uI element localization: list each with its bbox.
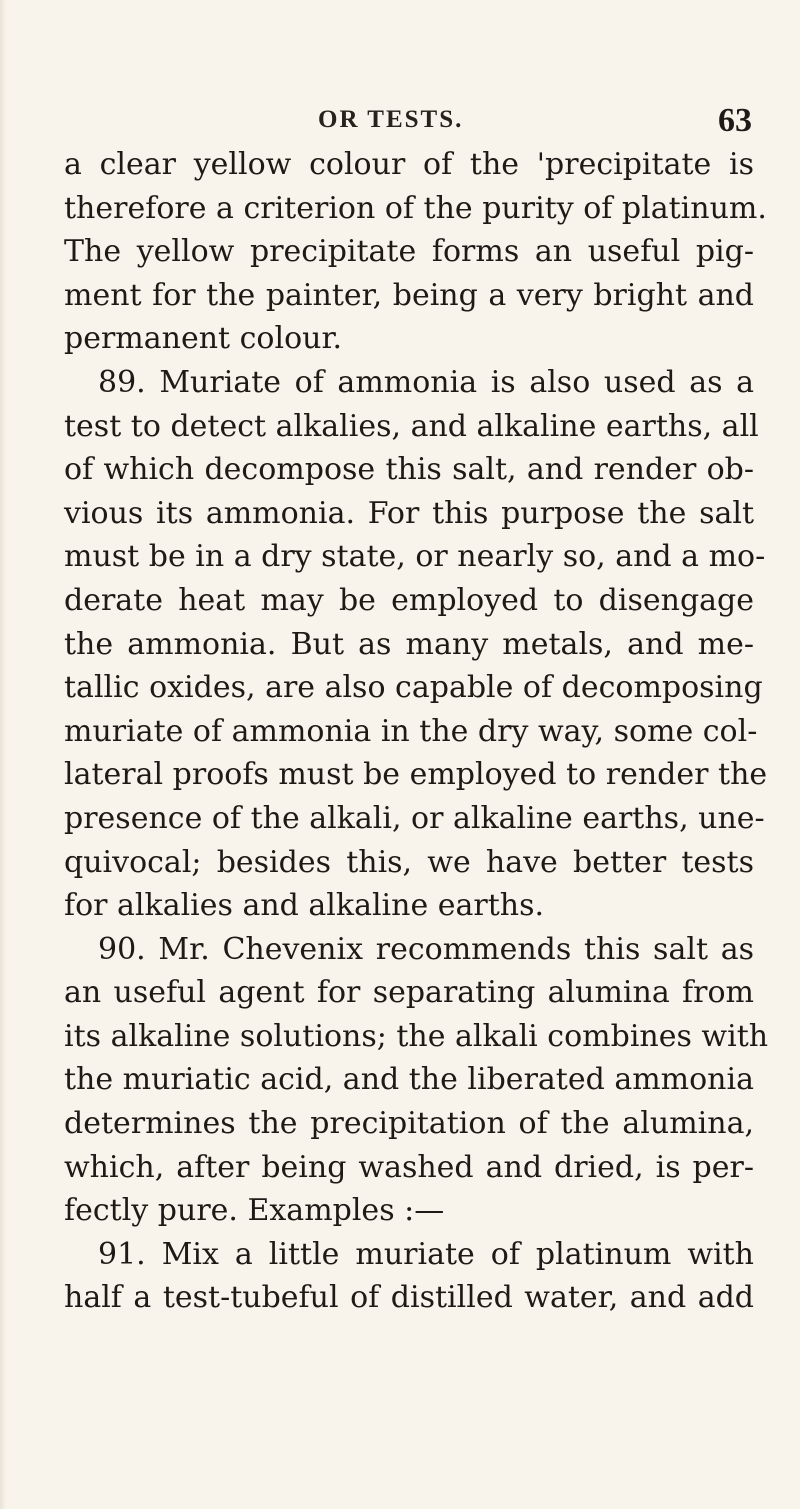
text-line: quivocal; besides this, we have better tests	[64, 844, 754, 880]
text-line: therefore a criterion of the purity of platinum.	[64, 190, 767, 226]
text-line: vious its ammonia. For this purpose the salt	[64, 495, 754, 531]
text-line: The yellow precipitate forms an useful pig-	[64, 234, 754, 270]
text-line: determines the precipitation of the alumina,	[64, 1106, 754, 1142]
text-line: must be in a dry state, or nearly so, and a mo-	[64, 539, 766, 575]
paragraph-90-start: 90. Mr. Chevenix recommends this salt as	[98, 931, 754, 967]
text-line: its alkaline solutions; the alkali combines with	[64, 1018, 769, 1054]
text-line: an useful agent for separating alumina from	[64, 975, 754, 1011]
text-line: which, after being washed and dried, is per-	[64, 1149, 754, 1185]
running-title: OR TESTS.	[318, 106, 464, 133]
paragraph-89-start: 89. Muriate of ammonia is also used as a	[98, 364, 754, 400]
text-line: half a test-tubeful of distilled water, and add	[64, 1280, 754, 1316]
text-line: presence of the alkali, or alkaline earths, une-	[64, 800, 765, 836]
page-number: 63	[718, 102, 752, 139]
text-line: derate heat may be employed to disengage	[64, 582, 754, 618]
text-line: the muriatic acid, and the liberated ammonia	[64, 1062, 754, 1098]
text-line: lateral proofs must be employed to render the	[64, 757, 768, 793]
text-line: tallic oxides, are also capable of decomposing	[64, 670, 763, 706]
text-line: ment for the painter, being a very bright and	[64, 277, 754, 313]
page-header	[64, 102, 752, 142]
text-line: the ammonia. But as many metals, and me-	[64, 626, 754, 662]
text-line: of which decompose this salt, and render ob-	[64, 452, 754, 488]
text-line: for alkalies and alkaline earths.	[64, 888, 545, 924]
text-line: muriate of ammonia in the dry way, some col-	[64, 713, 758, 749]
text-line: permanent colour.	[64, 321, 343, 357]
text-line: test to detect alkalies, and alkaline earths, all	[64, 408, 759, 444]
text-line: a clear yellow colour of the 'precipitate is	[64, 147, 754, 182]
body-text	[64, 143, 769, 1320]
text-line: fectly pure. Examples :—	[64, 1193, 445, 1229]
paragraph-91-start: 91. Mix a little muriate of platinum with	[98, 1236, 754, 1272]
page-gutter-shadow	[0, 0, 6, 1509]
